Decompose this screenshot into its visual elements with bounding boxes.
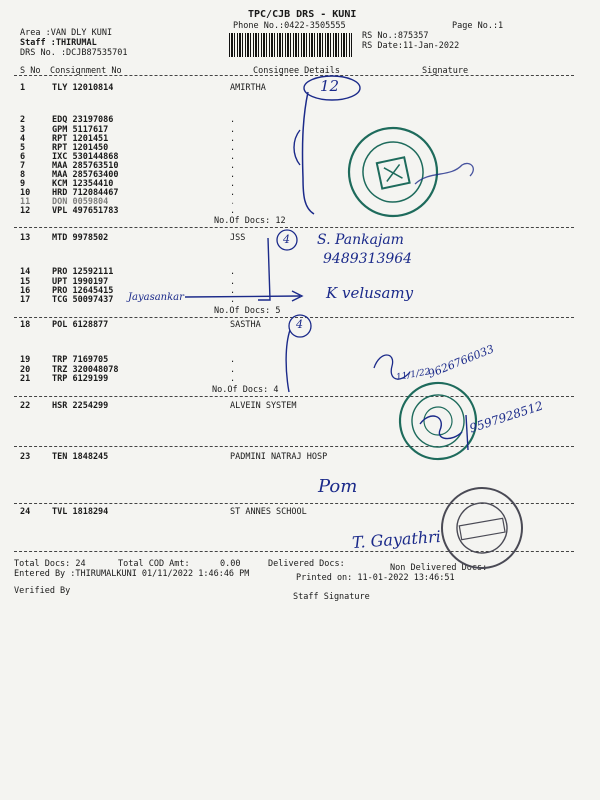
table-row: 24 TVL 1818294 ST ANNES SCHOOL [20, 507, 307, 517]
table-row: 23 TEN 1848245 PADMINI NATRAJ HOSP [20, 452, 328, 462]
sheet-title: TPC/CJB DRS - KUNI [248, 9, 357, 20]
arrow-mark [185, 296, 300, 297]
table-row: 12 VPL 497651783 . [20, 206, 236, 216]
hw-date: 11/1/22 [395, 367, 432, 383]
hw-signature: Pom [318, 476, 358, 497]
col-signature: Signature [422, 66, 469, 76]
table-row: 19 TRP 7169705 . [20, 355, 236, 365]
total-cod-value: 0.00 [220, 559, 241, 569]
printed-on: Printed on: 11-01-2022 13:46:51 [296, 573, 455, 583]
bracket-mark [303, 92, 314, 214]
table-row: 13 MTD 9978502 JSS [20, 233, 246, 243]
delivered-docs: Delivered Docs: [268, 559, 345, 569]
table-row: 15 UPT 1990197 . [20, 277, 236, 287]
stamp [436, 482, 529, 575]
hw-name: K velusamy [326, 284, 414, 302]
table-row: 5 RPT 1201450 . [20, 143, 236, 153]
drs-number: DRS No. :DCJB87535701 [20, 48, 128, 58]
entered-by: Entered By :THIRUMALKUNI 01/11/2022 1:46:46 PM [14, 569, 250, 579]
staff-label: Staff :THIRUMAL [20, 38, 97, 48]
hw-phone: 9489313964 [323, 251, 413, 267]
bracket-mark [286, 330, 290, 392]
bracket-mark [258, 238, 270, 300]
table-row: 9 KCM 12354410 . [20, 179, 236, 189]
table-row: 11 DON 0059804 . [20, 197, 236, 207]
table-row: 2 EDQ 23197086 . [20, 115, 236, 125]
table-row: 20 TRZ 320048078 . [20, 365, 236, 375]
docs-count: No.Of Docs: 5 [214, 306, 281, 316]
table-row: 10 HRD 712084467 . [20, 188, 236, 198]
table-row: 3 GPM 5117617 . [20, 125, 236, 135]
hw-phone: 9597928512 [467, 398, 545, 436]
col-sno: S No [20, 66, 41, 76]
hw-count: 4 [283, 233, 290, 246]
table-row: 4 RPT 1201451 . [20, 134, 236, 144]
table-row: 22 HSR 2254299 ALVEIN SYSTEM [20, 401, 297, 411]
table-row: 7 MAA 285763510 . [20, 161, 236, 171]
hw-count: 12 [320, 77, 340, 95]
total-cod-label: Total COD Amt: [118, 559, 190, 569]
hw-name: S. Pankajam [317, 232, 404, 248]
hw-count: 4 [296, 318, 303, 331]
table-row: 1 TLY 12010814 AMIRTHA [20, 83, 266, 93]
hw-name: Jayasankar [128, 292, 184, 303]
col-consignment: Consignment No [50, 66, 122, 76]
table-row: 14 PRO 12592111 . [20, 267, 236, 277]
table-row: 8 MAA 285763400 . [20, 170, 236, 180]
table-row: 6 IXC 530144868 . [20, 152, 236, 162]
phone-number: Phone No.:0422-3505555 [233, 21, 346, 31]
total-docs: Total Docs: 24 [14, 559, 86, 569]
table-row: 17 TCG 50097437 . [20, 295, 236, 305]
hw-signature: T. Gayathri [351, 526, 442, 553]
staff-signature-label: Staff Signature [293, 592, 370, 602]
table-row: 16 PRO 12645415 . [20, 286, 236, 296]
col-consignee: Consignee Details [253, 66, 340, 76]
area-label: Area :VAN DLY KUNI [20, 28, 113, 38]
non-delivered-docs: Non Delivered Docs: [390, 563, 488, 573]
stamp [341, 120, 445, 224]
docs-count: No.Of Docs: 12 [214, 216, 286, 226]
rs-date: RS Date:11-Jan-2022 [362, 41, 460, 51]
docs-count: No.Of Docs: 4 [212, 385, 279, 395]
table-row: 21 TRP 6129199 . [20, 374, 236, 384]
page-number: Page No.:1 [452, 21, 504, 31]
verified-by: Verified By [14, 586, 71, 596]
rs-number: RS No.:875357 [362, 31, 429, 41]
hw-phone: 9626766033 [426, 342, 496, 381]
table-row: 18 POL 6128877 SASTHA [20, 320, 261, 330]
